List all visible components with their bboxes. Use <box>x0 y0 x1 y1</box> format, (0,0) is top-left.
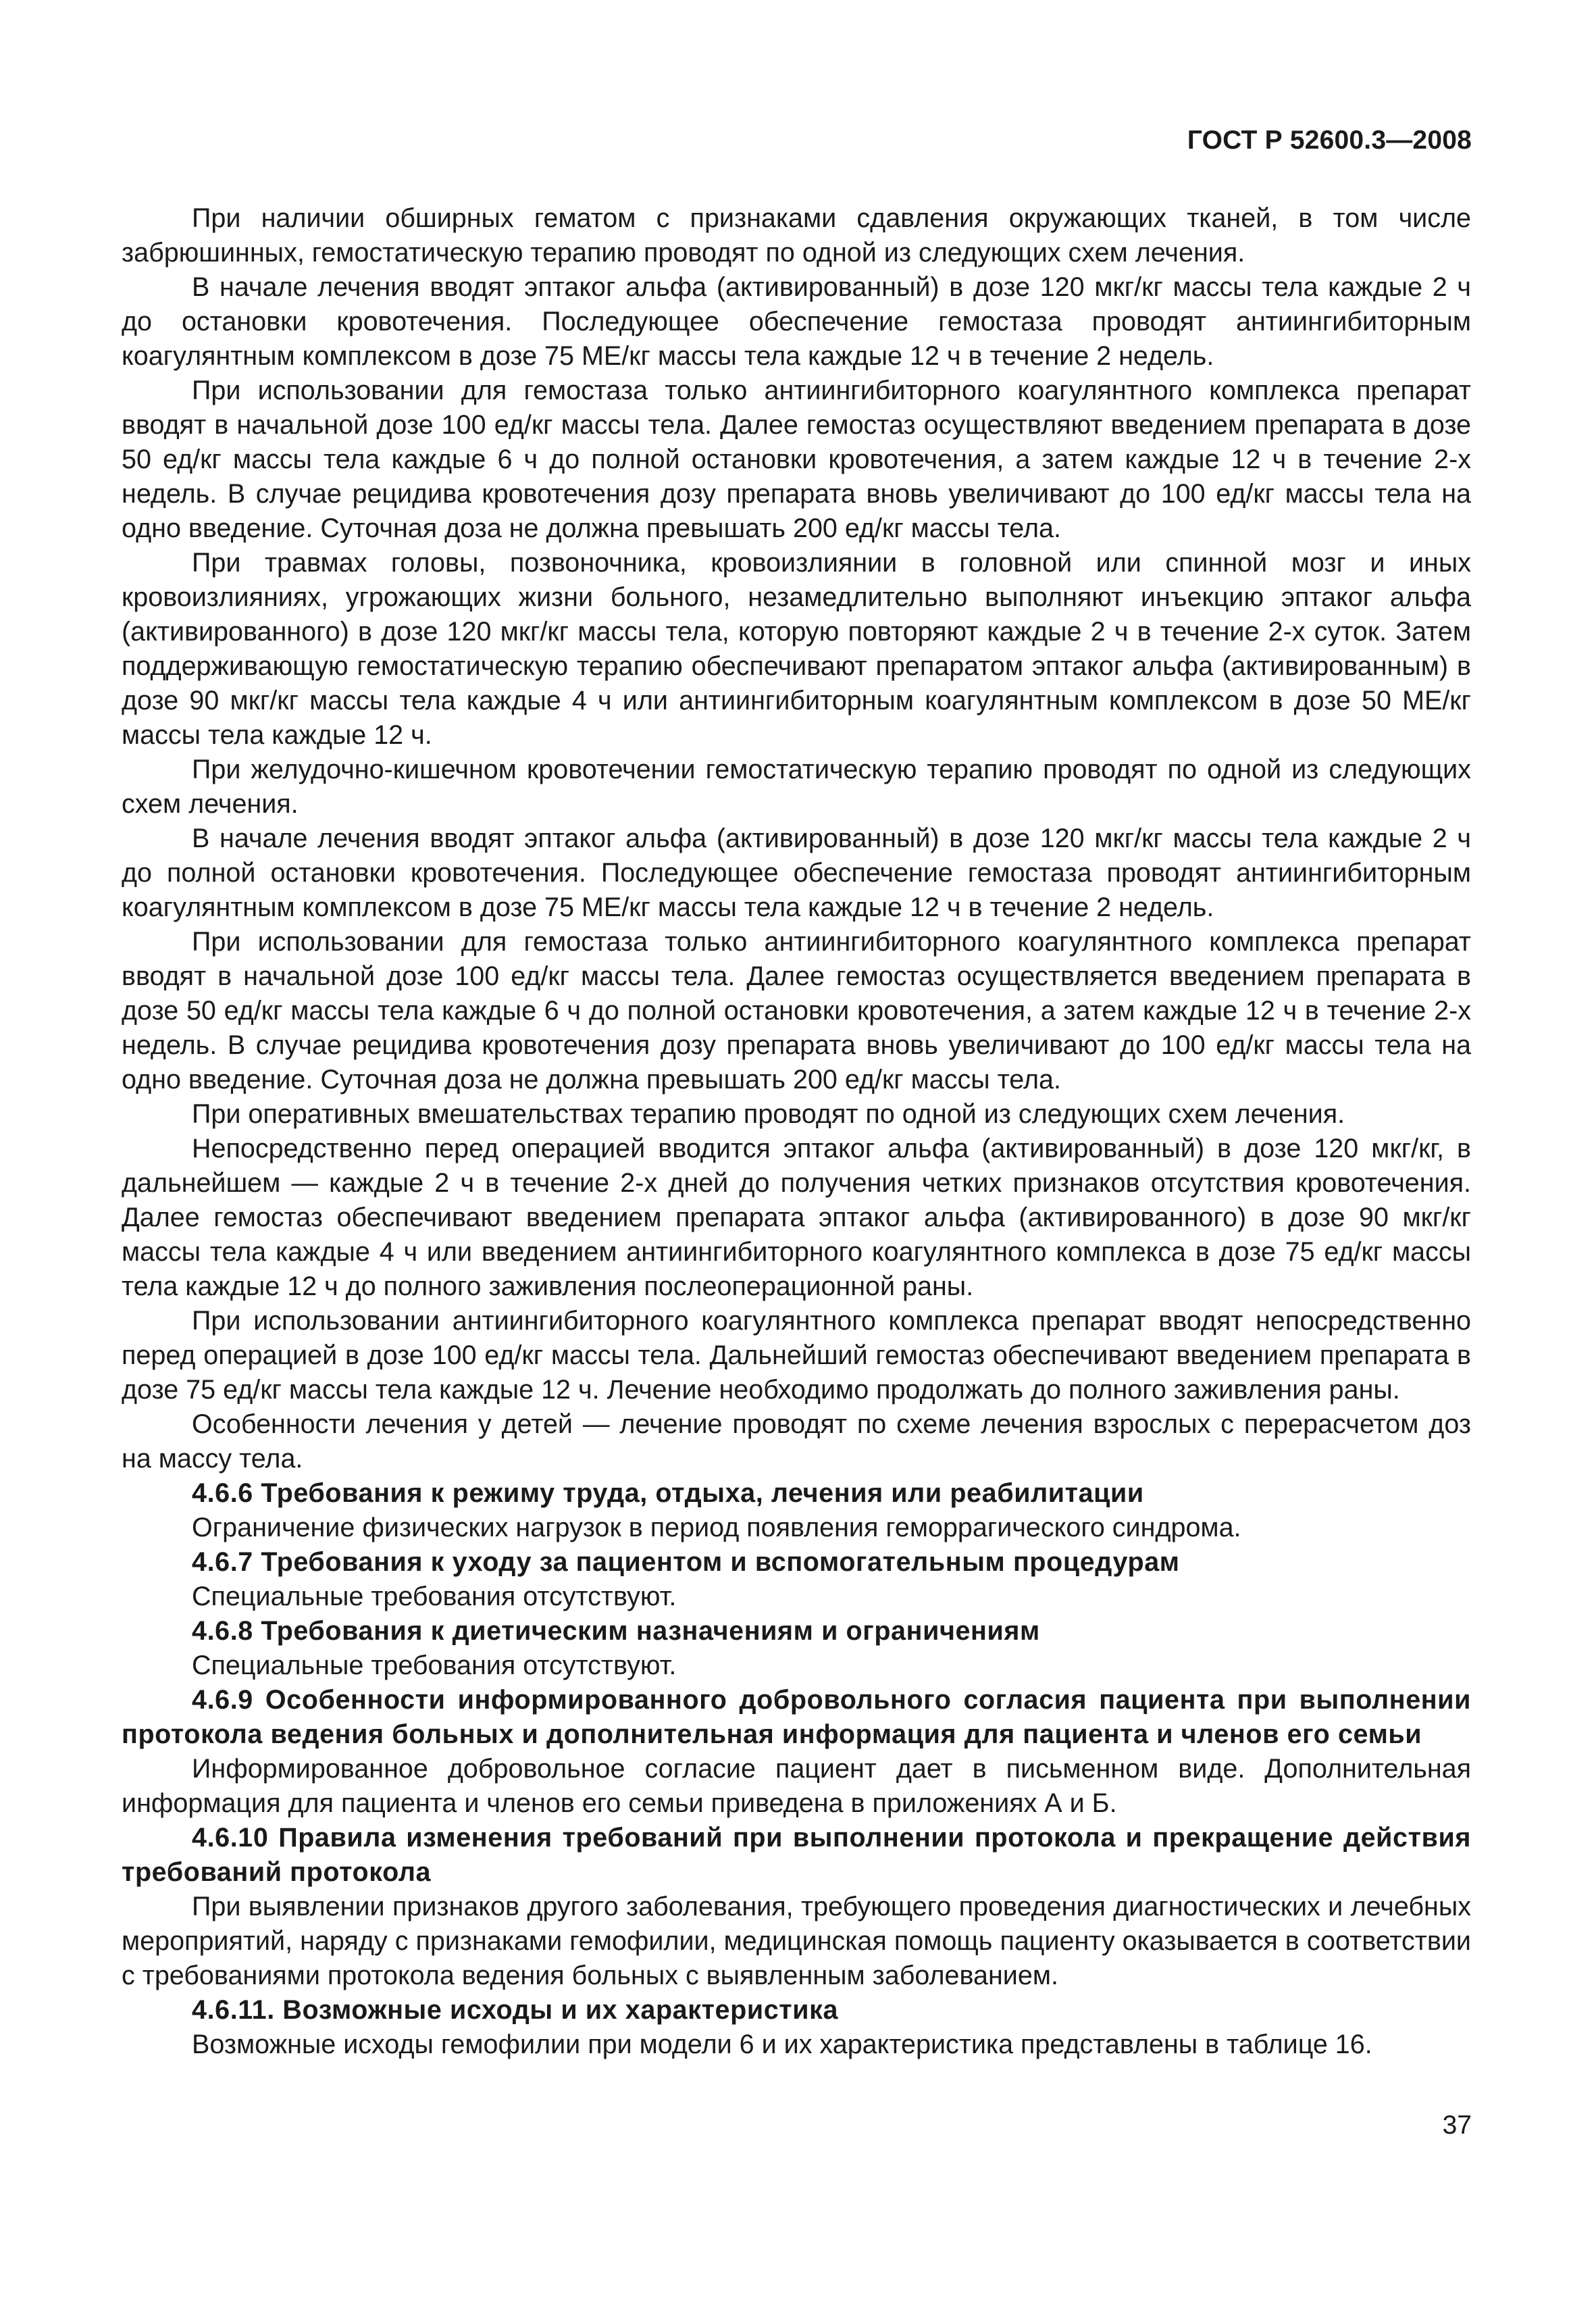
document-body <box>122 201 1471 2062</box>
paragraph: Непосредственно перед операцией вводится эптаког альфа (активированный) в дозе 120 мкг/кг, в дальнейшем — каждые 2 ч в течение 2-х дней до получения четких признаков отсутствия кровотечения. Далее гемостаз обеспечивают введением препарата эптаког альфа (активированного) в дозе 90 мкг/кг массы тела каждые 4 ч или введением антиингибиторного коагулянтного комплекса в дозе 75 ед/кг массы тела каждые 12 ч до полного заживления послеоперационной раны. <box>122 1134 1471 1301</box>
section-heading-4-6-7: 4.6.7 Требования к уходу за пациентом и вспомогательным процедурам <box>192 1547 1180 1577</box>
paragraph: Особенности лечения у детей — лечение проводят по схеме лечения взрослых с перерасчетом доз на массу тела. <box>122 1409 1471 1474</box>
page-number: 37 <box>1442 2111 1472 2140</box>
section-body-4-6-9: Информированное добровольное согласие пациент дает в письменном виде. Дополнительная информация для пациента и членов его семьи приведена в приложениях А и Б. <box>122 1754 1471 1818</box>
section-heading-4-6-10: 4.6.10 Правила изменения требований при выполнении протокола и прекращение действия требований протокола <box>122 1823 1471 1887</box>
paragraph: При наличии обширных гематом с признаками сдавления окружающих тканей, в том числе забрюшинных, гемостатическую терапию проводят по одной из следующих схем лечения. <box>122 203 1471 268</box>
standard-id-header: ГОСТ Р 52600.3—2008 <box>1187 126 1472 155</box>
paragraph: При оперативных вмешательствах терапию проводят по одной из следующих схем лечения. <box>192 1099 1345 1129</box>
section-heading-4-6-8: 4.6.8 Требования к диетическим назначениям и ограничениям <box>192 1616 1040 1646</box>
section-heading-4-6-6: 4.6.6 Требования к режиму труда, отдыха, лечения или реабилитации <box>192 1478 1144 1508</box>
paragraph: При травмах головы, позвоночника, кровоизлиянии в головной или спинной мозг и иных кровоизлияниях, угрожающих жизни больного, незамедлительно выполняют инъекцию эптаког альфа (активированного) в дозе 120 мкг/кг массы тела, которую повторяют каждые 2 ч в течение 2-х суток. Затем поддерживающую гемостатическую терапию обеспечивают препаратом эптаког альфа (активированным) в дозе 90 мкг/кг массы тела каждые 4 ч или антиингибиторным коагулянтным комплексом в дозе 50 МЕ/кг массы тела каждые 12 ч. <box>122 548 1471 750</box>
section-heading-4-6-9: 4.6.9 Особенности информированного добровольного согласия пациента при выполнении протокола ведения больных и дополнительная информация для пациента и членов его семьи <box>122 1685 1471 1749</box>
section-body-4-6-6: Ограничение физических нагрузок в период появления геморрагического синдрома. <box>192 1513 1241 1542</box>
section-body-4-6-8: Специальные требования отсутствуют. <box>192 1651 677 1680</box>
paragraph: При желудочно-кишечном кровотечении гемостатическую терапию проводят по одной из следующих схем лечения. <box>122 755 1471 819</box>
section-body-4-6-11: Возможные исходы гемофилии при модели 6 и их характеристика представлены в таблице 16. <box>192 2030 1372 2059</box>
section-body-4-6-10: При выявлении признаков другого заболевания, требующего проведения диагностических и лечебных мероприятий, наряду с признаками гемофилии, медицинская помощь пациенту оказывается в соответствии с требованиями протокола ведения больных с выявленным заболеванием. <box>122 1892 1471 1990</box>
section-body-4-6-7: Специальные требования отсутствуют. <box>192 1582 677 1611</box>
paragraph: При использовании для гемостаза только антиингибиторного коагулянтного комплекса препарат вводят в начальной дозе 100 ед/кг массы тела. Далее гемостаз осуществляют введением препарата в дозе 50 ед/кг массы тела каждые 6 ч до полной остановки кровотечения, а затем каждые 12 ч в течение 2-х недель. В случае рецидива кровотечения дозу препарата вновь увеличивают до 100 ед/кг массы тела на одно введение. Суточная доза не должна превышать 200 ед/кг массы тела. <box>122 376 1471 543</box>
section-heading-4-6-11: 4.6.11. Возможные исходы и их характеристика <box>192 1995 839 2025</box>
paragraph: В начале лечения вводят эптаког альфа (активированный) в дозе 120 мкг/кг массы тела каждые 2 ч до остановки кровотечения. Последующее обеспечение гемостаза проводят антиингибиторным коагулянтным комплексом в дозе 75 МЕ/кг массы тела каждые 12 ч в течение 2 недель. <box>122 272 1471 371</box>
paragraph: В начале лечения вводят эптаког альфа (активированный) в дозе 120 мкг/кг массы тела каждые 2 ч до полной остановки кровотечения. Последующее обеспечение гемостаза проводят антиингибиторным коагулянтным комплексом в дозе 75 МЕ/кг массы тела каждые 12 ч в течение 2 недель. <box>122 824 1471 922</box>
paragraph: При использовании антиингибиторного коагулянтного комплекса препарат вводят непосредственно перед операцией в дозе 100 ед/кг массы тела. Дальнейший гемостаз обеспечивают введением препарата в дозе 75 ед/кг массы тела каждые 12 ч. Лечение необходимо продолжать до полного заживления раны. <box>122 1306 1471 1405</box>
paragraph: При использовании для гемостаза только антиингибиторного коагулянтного комплекса препарат вводят в начальной дозе 100 ед/кг массы тела. Далее гемостаз осуществляется введением препарата в дозе 50 ед/кг массы тела каждые 6 ч до полной остановки кровотечения, а затем каждые 12 ч в течение 2-х недель. В случае рецидива кровотечения дозу препарата вновь увеличивают до 100 ед/кг массы тела на одно введение. Суточная доза не должна превышать 200 ед/кг массы тела. <box>122 927 1471 1095</box>
